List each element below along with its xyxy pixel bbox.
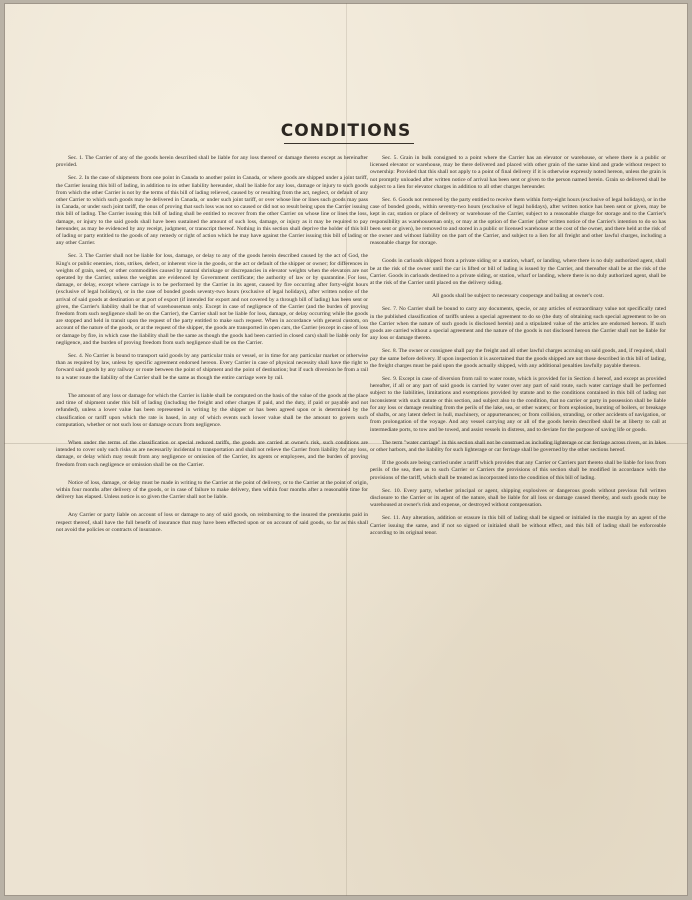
section-11: Sec. 11. Any alteration, addition or erasure in this bill of lading shall be signed or initialed in the margin by an agent of the Carrier issuing the same, and if not so signed or initialed shall be without effect, and this bill of lading shall be enforceable according to its original tenor.	[370, 515, 666, 536]
page-title: CONDITIONS	[280, 121, 412, 141]
amount-paragraph: The amount of any loss or damage for which the Carrier is liable shall be computed on the basis of the value of the goods at the place and time of shipment under this bill of lading (including the freight and other charges if paid, and the duty, if paid or payable and not refunded), unless a lower value has been represented in writing by the shipper or has been agreed upon or is determined by the classification or tariff upon which the rate is based, in any of which events such lower value shall be the amount to govern such computation, whether or not such loss or damage occurs from negligence.	[56, 392, 368, 428]
section-5: Sec. 5. Grain in bulk consigned to a point where the Carrier has an elevator or warehouse, or where there is a public or licensed elevator or warehouse, may be there delivered and placed with other grain of the same kind and grade without respect to ownership: Provided that this shall not apply to a point of final delivery if it is otherwise expressly noted hereon, unless the grain is not promptly unloaded after written notice of arrival has been sent or given to the person named herein. Grain so delivered shall be subject to a lien for elevator charges in addition to all other charges hereunder.	[370, 155, 666, 190]
water-carriage-paragraph: The term "water carriage" in this section shall not be construed as including lighterage or car ferriage across rivers, or in lakes or other harbors, and the liability for such lighterage or car ferriage shall be governed by the other sections hereof.	[370, 439, 666, 453]
section-3: Sec. 3. The Carrier shall not be liable for loss, damage, or delay to any of the goods herein described caused by the act of God, the King's or public enemies, riots, strikes, defect, or inherent vice in the goods, or the act or default of the shipper or owner; for differences in weights of grain, seed, or other commodities caused by natural shrinkage or discrepancies in elevator weights when the elevators are not operated by the Carrier, unless the weights are evidenced by Government certificate; the authority of law or by quarantine. For loss, damage, or delay, except where carriage is to be performed by the Carrier in its agent, caused by fire occurring after forty-eight hours (exclusive of legal holidays), or in the case of bonded goods seventy-two hours (exclusive of legal holidays), after written notice of the arrival of said goods at destination or at port of export (if intended for export and not covered by a through bill of lading) has been sent or given, the Carrier's liability shall be that of warehouseman only. Except in case of negligence of the Carrier (and the burden of proving freedom from such negligence shall be on the Carrier), the Carrier shall not be liable for loss, damage, or delay occurring while the goods are stopped and held in transit upon the request of the party entitled to make such request. When in accordance with general custom, on account of the nature of the goods, or at the request of the shipper, the goods are transported in open cars, the Carrier (except in case of loss or damage by fire, in which case the liability shall be the same as though the goods had been carried in closed cars) shall be liable only for negligence, and the burden of proving freedom from such negligence shall be on the Carrier.	[56, 253, 368, 346]
notice-paragraph: Notice of loss, damage, or delay must be made in writing to the Carrier at the point of delivery, or to the Carrier at the point of origin, within four months after delivery of the goods, or in case of failure to make delivery, then within four months after a reasonable time for delivery has elapsed. Unless notice is so given the Carrier shall not be liable.	[56, 479, 368, 501]
section-9: Sec. 9. Except in case of diversion from rail to water route, which is provided for in Section 4 hereof, and except as provided hereafter, if all or any part of said goods is carried by water over any part of said route, such water carriage shall be performed subject to the liabilities, limitations and exemptions provided by statute and to the conditions contained in this bill of lading not inconsistent with such statute or this section, and subject also to the condition, that no carrier or party in possession shall be liable for any loss or damage resulting from the perils of the lake, sea, or other waters; or from explosion, bursting of boilers, or breakage of shafts, or any latent defect in hull, machinery, or appurtenances; or from collision, stranding, or other accidents of navigation, or from prolongation of the voyage. And any vessel carrying any or all of the goods herein described shall be at liberty to call at intermediate ports, to tow and be towed, and assist vessels in distress, and to deviate for the purpose of saving life or goods.	[370, 376, 666, 433]
document-sheet	[4, 3, 688, 896]
insurance-paragraph: Any Carrier or party liable on account of loss or damage to any of said goods, on reimbursing to the insured the premiums paid in respect thereof, shall have the full benefit of insurance that may have been effected upon or on account of said goods, so far as this shall not avoid the policies or contracts of insurance.	[56, 512, 368, 533]
section-4: Sec. 4. No Carrier is bound to transport said goods by any particular train or vessel, or in time for any particular market or otherwise than as required by law, unless by specific agreement endorsed hereon. Every Carrier in case of physical necessity shall have the right to forward said goods by any railway or route between the point of shipment and the point of destination; but if such diversion be from a rail to a water route the liability of the Carrier shall be the same as though the entire carriage were by rail.	[56, 353, 368, 381]
carloads-paragraph: Goods in carloads shipped from a private siding or a station, wharf, or landing, where there is no duly authorized agent, shall be at the risk of the owner until the car is lifted or bill of lading is issued by the Carrier, and thereafter shall be at the risk of the Carrier. Goods in carloads destined to a private siding, or station, wharf or landing, where there is no duly authorized agent, shall be at the risk of the Carrier until placed on the delivery siding.	[370, 258, 666, 287]
section-6: Sec. 6. Goods not removed by the party entitled to receive them within forty-eight hours (exclusive of legal holidays), or in the case of bonded goods, within seventy-two hours (exclusive of legal holidays), after written notice has been sent or given, may be kept in car, station or place of delivery or warehouse of the Carrier, subject to a reasonable charge for storage and to the Carrier's responsibility as warehouseman only, or may at the option of the Carrier (after written notice of the Carrier's intention to do so has been sent or given), be removed to and stored in a public or licensed warehouse at the cost of the owner, and there held at the risk of the owner and without liability on the part of the Carrier, and subject to a lien for all freight and other lawful charges, including a reasonable charge for storage.	[370, 197, 666, 247]
section-7: Sec. 7. No Carrier shall be bound to carry any documents, specie, or any articles of extraordinary value not specifically rated in the published classification of tariffs unless a special agreement to do so (the duty of obtaining such special agreement to be on the Carrier when the nature of such goods is disclosed herein) and a stipulated value of the articles are endorsed hereon. If such goods are carried without a special agreement and the nature of the goods is not disclosed hereon the Carrier shall not be liable for any loss or damage thereto.	[370, 306, 666, 342]
right-column	[370, 155, 666, 543]
owner-risk-paragraph: When under the terms of the classification or special reduced tariffs, the goods are carried at owner's risk, such conditions are intended to cover only such risks as are necessarily incidental to transportation and shall not relieve the Carrier from liability for any loss, damage, or delay which may result from any negligence or omission of the Carrier, its agents or employees, and the burden of proving freedom from such negligence or omission shall be on the Carrier.	[56, 439, 368, 468]
title-underline	[284, 143, 414, 144]
section-2: Sec. 2. In the case of shipments from one point in Canada to another point in Canada, or where goods are shipped under a joint tariff, the Carrier issuing this bill of lading, in addition to its other liability hereunder, shall be liable for any loss, damage or injury to such goods from which the other Carrier is not by the terms of this bill of lading relieved, caused by or resulting from the act, neglect, or default of any other Carrier to which such goods may be delivered in Canada, or under such joint tariff, or over whose line or lines such goods may pass in Canada, or under such joint tariff, the onus of proving that such loss was not so caused or did not so result being upon the Carrier issuing this bill of lading. The Carrier issuing this bill of lading shall be entitled to recover from the other Carrier on whose line or lines the loss, damage, or injury to the said goods shall have been sustained the amount of such loss, damage, or injury as it may be required to pay hereunder, as may be evidenced by any receipt, judgment, or transcript thereof. Nothing in this section shall deprive the holder of this bill of lading or party entitled to the goods of any remedy or right of action which he may have against the Carrier issuing this bill of lading or any other Carrier.	[56, 175, 369, 247]
section-8: Sec. 8. The owner or consignee shall pay the freight and all other lawful charges accruing on said goods, and, if required, shall pay the same before delivery. If upon inspection it is ascertained that the goods shipped are not those described in this bill of lading, the freight charges must be paid upon the goods actually shipped, with any additional penalties lawfully payable thereon.	[370, 348, 666, 369]
tariff-water-paragraph: If the goods are being carried under a tariff which provides that any Carrier or Carriers part thereto shall be liable for loss from perils of the sea, then as to such Carrier or Carriers the provisions of this section shall be modified in accordance with the provisions of the tariff, which shall be treated as incorporated into the condition of this bill of lading.	[370, 460, 666, 481]
section-1: Sec. 1. The Carrier of any of the goods herein described shall be liable for any loss thereof or damage thereto except as hereinafter provided.	[56, 155, 368, 169]
section-10: Sec. 10. Every party, whether principal or agent, shipping explosives or dangerous goods without previous full written disclosure to the Carrier or its agent of the nature, shall be liable for all loss or damage caused thereby, and such goods may be warehoused at owner's risk and expense, or destroyed without compensation.	[370, 487, 666, 509]
left-column	[56, 155, 368, 540]
cooperage-paragraph: All goods shall be subject to necessary cooperage and baling at owner's cost.	[432, 293, 604, 300]
